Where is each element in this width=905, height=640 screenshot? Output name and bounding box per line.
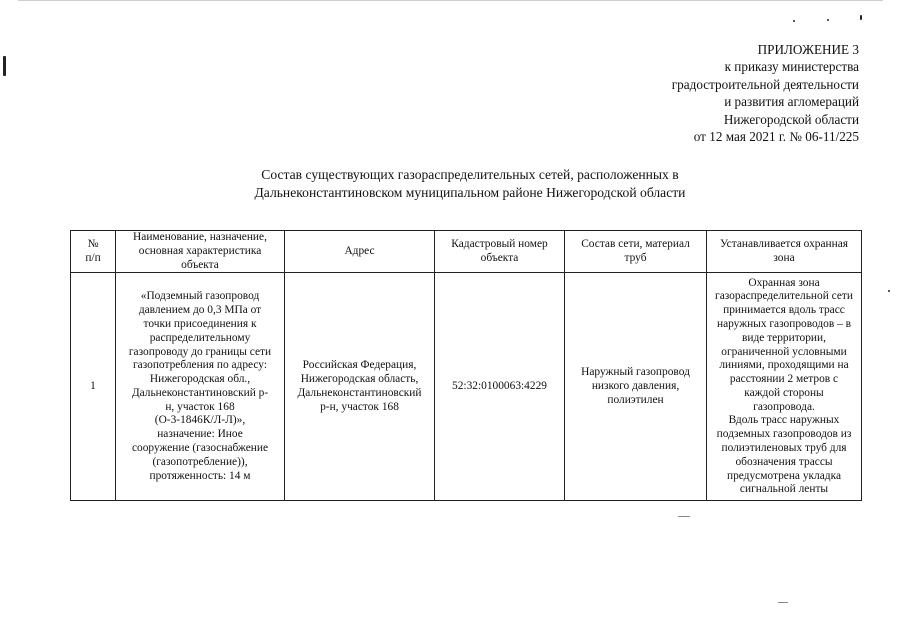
text-line: Российская Федерация,	[302, 359, 417, 372]
text-line: 52:32:0100063:4229	[452, 379, 547, 392]
text-line: принимается вдоль трасс	[723, 304, 845, 317]
text-line: Состав сети, материал	[581, 237, 690, 250]
text-line: газораспределительной сети	[715, 290, 853, 303]
text-line: каждой стороны	[744, 386, 824, 399]
text-line: объекта	[181, 258, 219, 271]
text-line: зона	[773, 251, 795, 264]
text-line: (газопотребление)),	[152, 455, 248, 468]
scan-artifact-dot	[888, 290, 890, 292]
text-line: Нижегородская область,	[300, 373, 419, 386]
title-line: Дальнеконстантиновском муниципальном районе Нижегородской области	[254, 185, 686, 201]
appendix-header	[559, 41, 859, 145]
header-zone	[707, 231, 862, 273]
text-line: предусмотрена укладка	[726, 469, 842, 482]
title-line: Состав существующих газораспределительных сетей, расположенных в	[261, 167, 679, 182]
appendix-line: Нижегородской области	[723, 111, 859, 127]
scan-artifact-dot	[860, 15, 862, 20]
table-row	[71, 273, 862, 501]
text-line: полиэтиленовых труб для	[721, 442, 847, 455]
cell-zone	[707, 273, 862, 501]
text-line: Устанавливается охранная	[719, 237, 849, 250]
text-line: назначение: Иное	[157, 428, 243, 441]
text-line: объекта	[480, 251, 519, 264]
text-line: Нижегородская обл.,	[149, 373, 251, 386]
text-line: Дальнеконстантиновский	[297, 386, 422, 399]
scan-artifact-dot	[793, 20, 795, 22]
cell-address	[285, 273, 435, 501]
appendix-order-date: от 12 мая 2021 г. № 06-11/225	[693, 129, 859, 145]
text-line: ограниченной условными	[721, 345, 847, 358]
text-line: газопроводу до границы сети	[128, 345, 272, 358]
text-line: Наружный газопровод	[581, 366, 690, 379]
text-line: (О-3-1846К/Л-Л)»,	[154, 414, 246, 427]
appendix-line: и развития агломераций	[724, 94, 859, 110]
text-line: Кадастровый номер	[451, 237, 548, 250]
text-line: р-н, участок 168	[320, 400, 399, 413]
scan-artifact-line	[678, 516, 690, 517]
text-line: Охранная зона	[748, 276, 820, 289]
text-line: протяженность: 14 м	[149, 469, 251, 482]
gas-network-table	[70, 230, 862, 501]
document-title	[160, 166, 780, 203]
text-line: п/п	[85, 251, 101, 264]
text-line: расстоянии 2 метров с	[729, 373, 839, 386]
header-cadastral	[435, 231, 565, 273]
appendix-title: ПРИЛОЖЕНИЕ 3	[757, 42, 859, 57]
header-address	[285, 231, 435, 273]
text-line: труб	[624, 251, 647, 264]
text-line: наружных газопроводов – в	[716, 317, 852, 330]
text-line: точки присоединения к	[143, 317, 257, 330]
cell-cadastral	[435, 273, 565, 501]
text-line: сооружение (газоснабжение	[131, 442, 269, 455]
text-line: низкого давления,	[591, 379, 680, 392]
scan-artifact-dot	[827, 19, 829, 21]
text-line: виде территории,	[742, 331, 826, 344]
text-line: сигнальной ленты	[739, 483, 829, 496]
scan-artifact-line	[778, 602, 788, 603]
header-name	[116, 231, 285, 273]
text-line: линиями, проходящими на	[719, 359, 849, 372]
text-line: подземных газопроводов из	[716, 428, 852, 441]
text-line: газопровода.	[753, 400, 815, 413]
text-line: №	[87, 237, 99, 250]
header-num	[71, 231, 116, 273]
text-line: полиэтилен	[607, 393, 664, 406]
table-header-row	[71, 231, 862, 273]
scan-artifact-mark	[3, 56, 6, 76]
cell-num: 1	[71, 273, 116, 501]
text-line: Вдоль трасс наружных	[728, 414, 840, 427]
appendix-line: градостроительной деятельности	[671, 76, 859, 92]
cell-name	[116, 273, 285, 501]
text-line: Дальнеконстантиновский р-	[131, 386, 269, 399]
text-line: газопотребления по адресу:	[132, 359, 268, 372]
cell-network	[565, 273, 707, 501]
text-line: Адрес	[344, 244, 375, 257]
text-line: обозначения трассы	[735, 455, 833, 468]
header-network	[565, 231, 707, 273]
text-line: «Подземный газопровод	[140, 290, 260, 303]
scan-edge-line	[18, 0, 883, 5]
text-line: основная характеристика	[138, 244, 262, 257]
text-line: распределительному	[149, 331, 251, 344]
appendix-line: к приказу министерства	[724, 59, 859, 75]
text-line: н, участок 168	[165, 400, 235, 413]
text-line: Наименование, назначение,	[133, 231, 267, 243]
text-line: давлением до 0,3 МПа от	[138, 304, 262, 317]
